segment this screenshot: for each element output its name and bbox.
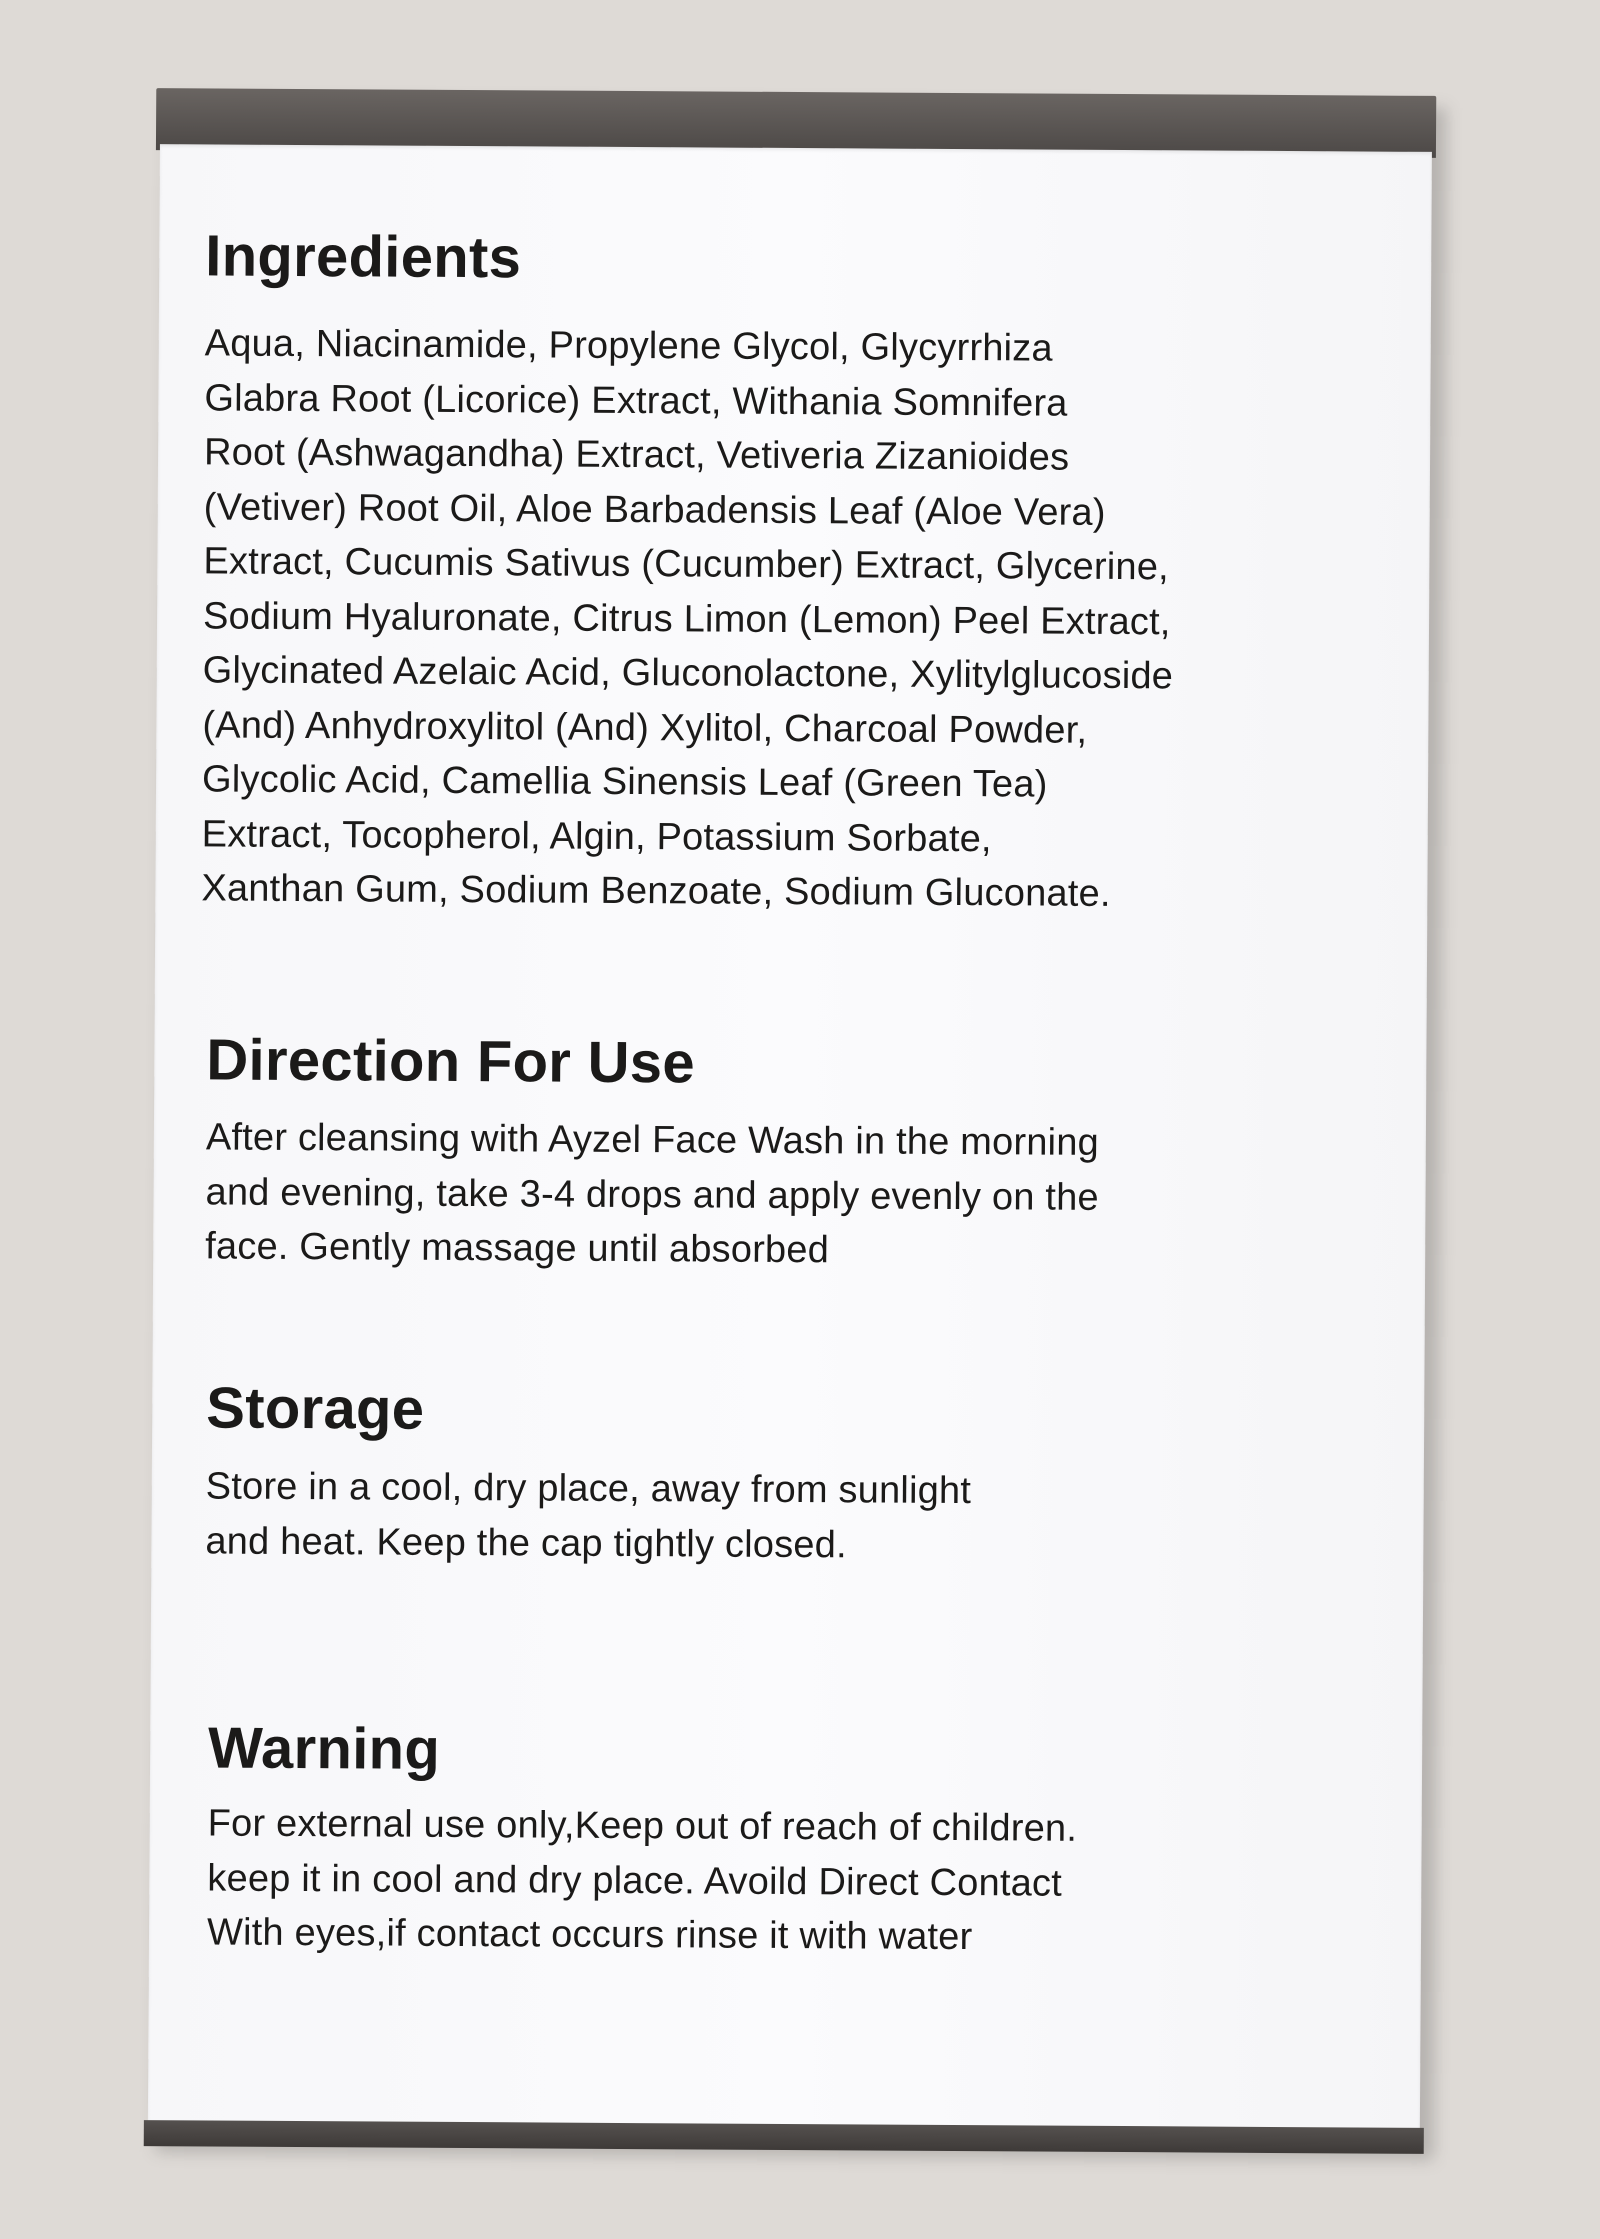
storage-text: [205, 1459, 971, 1573]
ingredients-line: Glycinated Azelaic Acid, Gluconolactone, Xylitylglucoside: [202, 649, 1174, 698]
ingredients-line: Extract, Cucumis Sativus (Cucumber) Extract, Glycerine,: [203, 540, 1170, 589]
ingredients-line: Extract, Tocopherol, Algin, Potassium Sorbate,: [201, 812, 992, 860]
ingredients-line: Glycolic Acid, Camellia Sinensis Leaf (Green Tea): [201, 758, 1048, 806]
direction-line: and evening, take 3-4 drops and apply evenly on the: [205, 1170, 1099, 1219]
ingredients-line: Aqua, Niacinamide, Propylene Glycol, Glycyrrhiza: [204, 322, 1053, 370]
ingredients-line: Glabra Root (Licorice) Extract, Withania Somnifera: [204, 376, 1068, 425]
ingredients-line: Xanthan Gum, Sodium Benzoate, Sodium Gluconate.: [201, 867, 1111, 915]
warning-text: [207, 1796, 1077, 1965]
direction-line: After cleansing with Ayzel Face Wash in the morning: [205, 1116, 1100, 1164]
ingredients-line: Sodium Hyaluronate, Citrus Limon (Lemon) Peel Extract,: [202, 594, 1171, 643]
product-box: [144, 88, 1437, 2154]
back-label-panel: [148, 144, 1432, 2130]
warning-line: With eyes,if contact occurs rinse it with water: [206, 1911, 973, 1959]
ingredients-line: (Vetiver) Root Oil, Aloe Barbadensis Leaf (Aloe Vera): [203, 485, 1106, 534]
ingredients-text: [201, 316, 1175, 921]
direction-line: face. Gently massage until absorbed: [205, 1225, 830, 1272]
ingredients-heading: Ingredients: [205, 223, 522, 291]
warning-line: keep it in cool and dry place. Avoild Direct Contact: [207, 1856, 1063, 1905]
ingredients-line: (And) Anhydroxylitol (And) Xylitol, Charcoal Powder,: [202, 703, 1088, 752]
direction-text: [205, 1110, 1099, 1279]
warning-heading: Warning: [207, 1715, 441, 1782]
direction-heading: Direction For Use: [206, 1027, 696, 1096]
storage-line: and heat. Keep the cap tightly closed.: [205, 1519, 847, 1566]
warning-line: For external use only,Keep out of reach of children.: [207, 1802, 1078, 1850]
storage-heading: Storage: [206, 1375, 425, 1442]
ingredients-line: Root (Ashwagandha) Extract, Vetiveria Zizanioides: [203, 431, 1070, 479]
storage-line: Store in a cool, dry place, away from sunlight: [205, 1465, 972, 1513]
